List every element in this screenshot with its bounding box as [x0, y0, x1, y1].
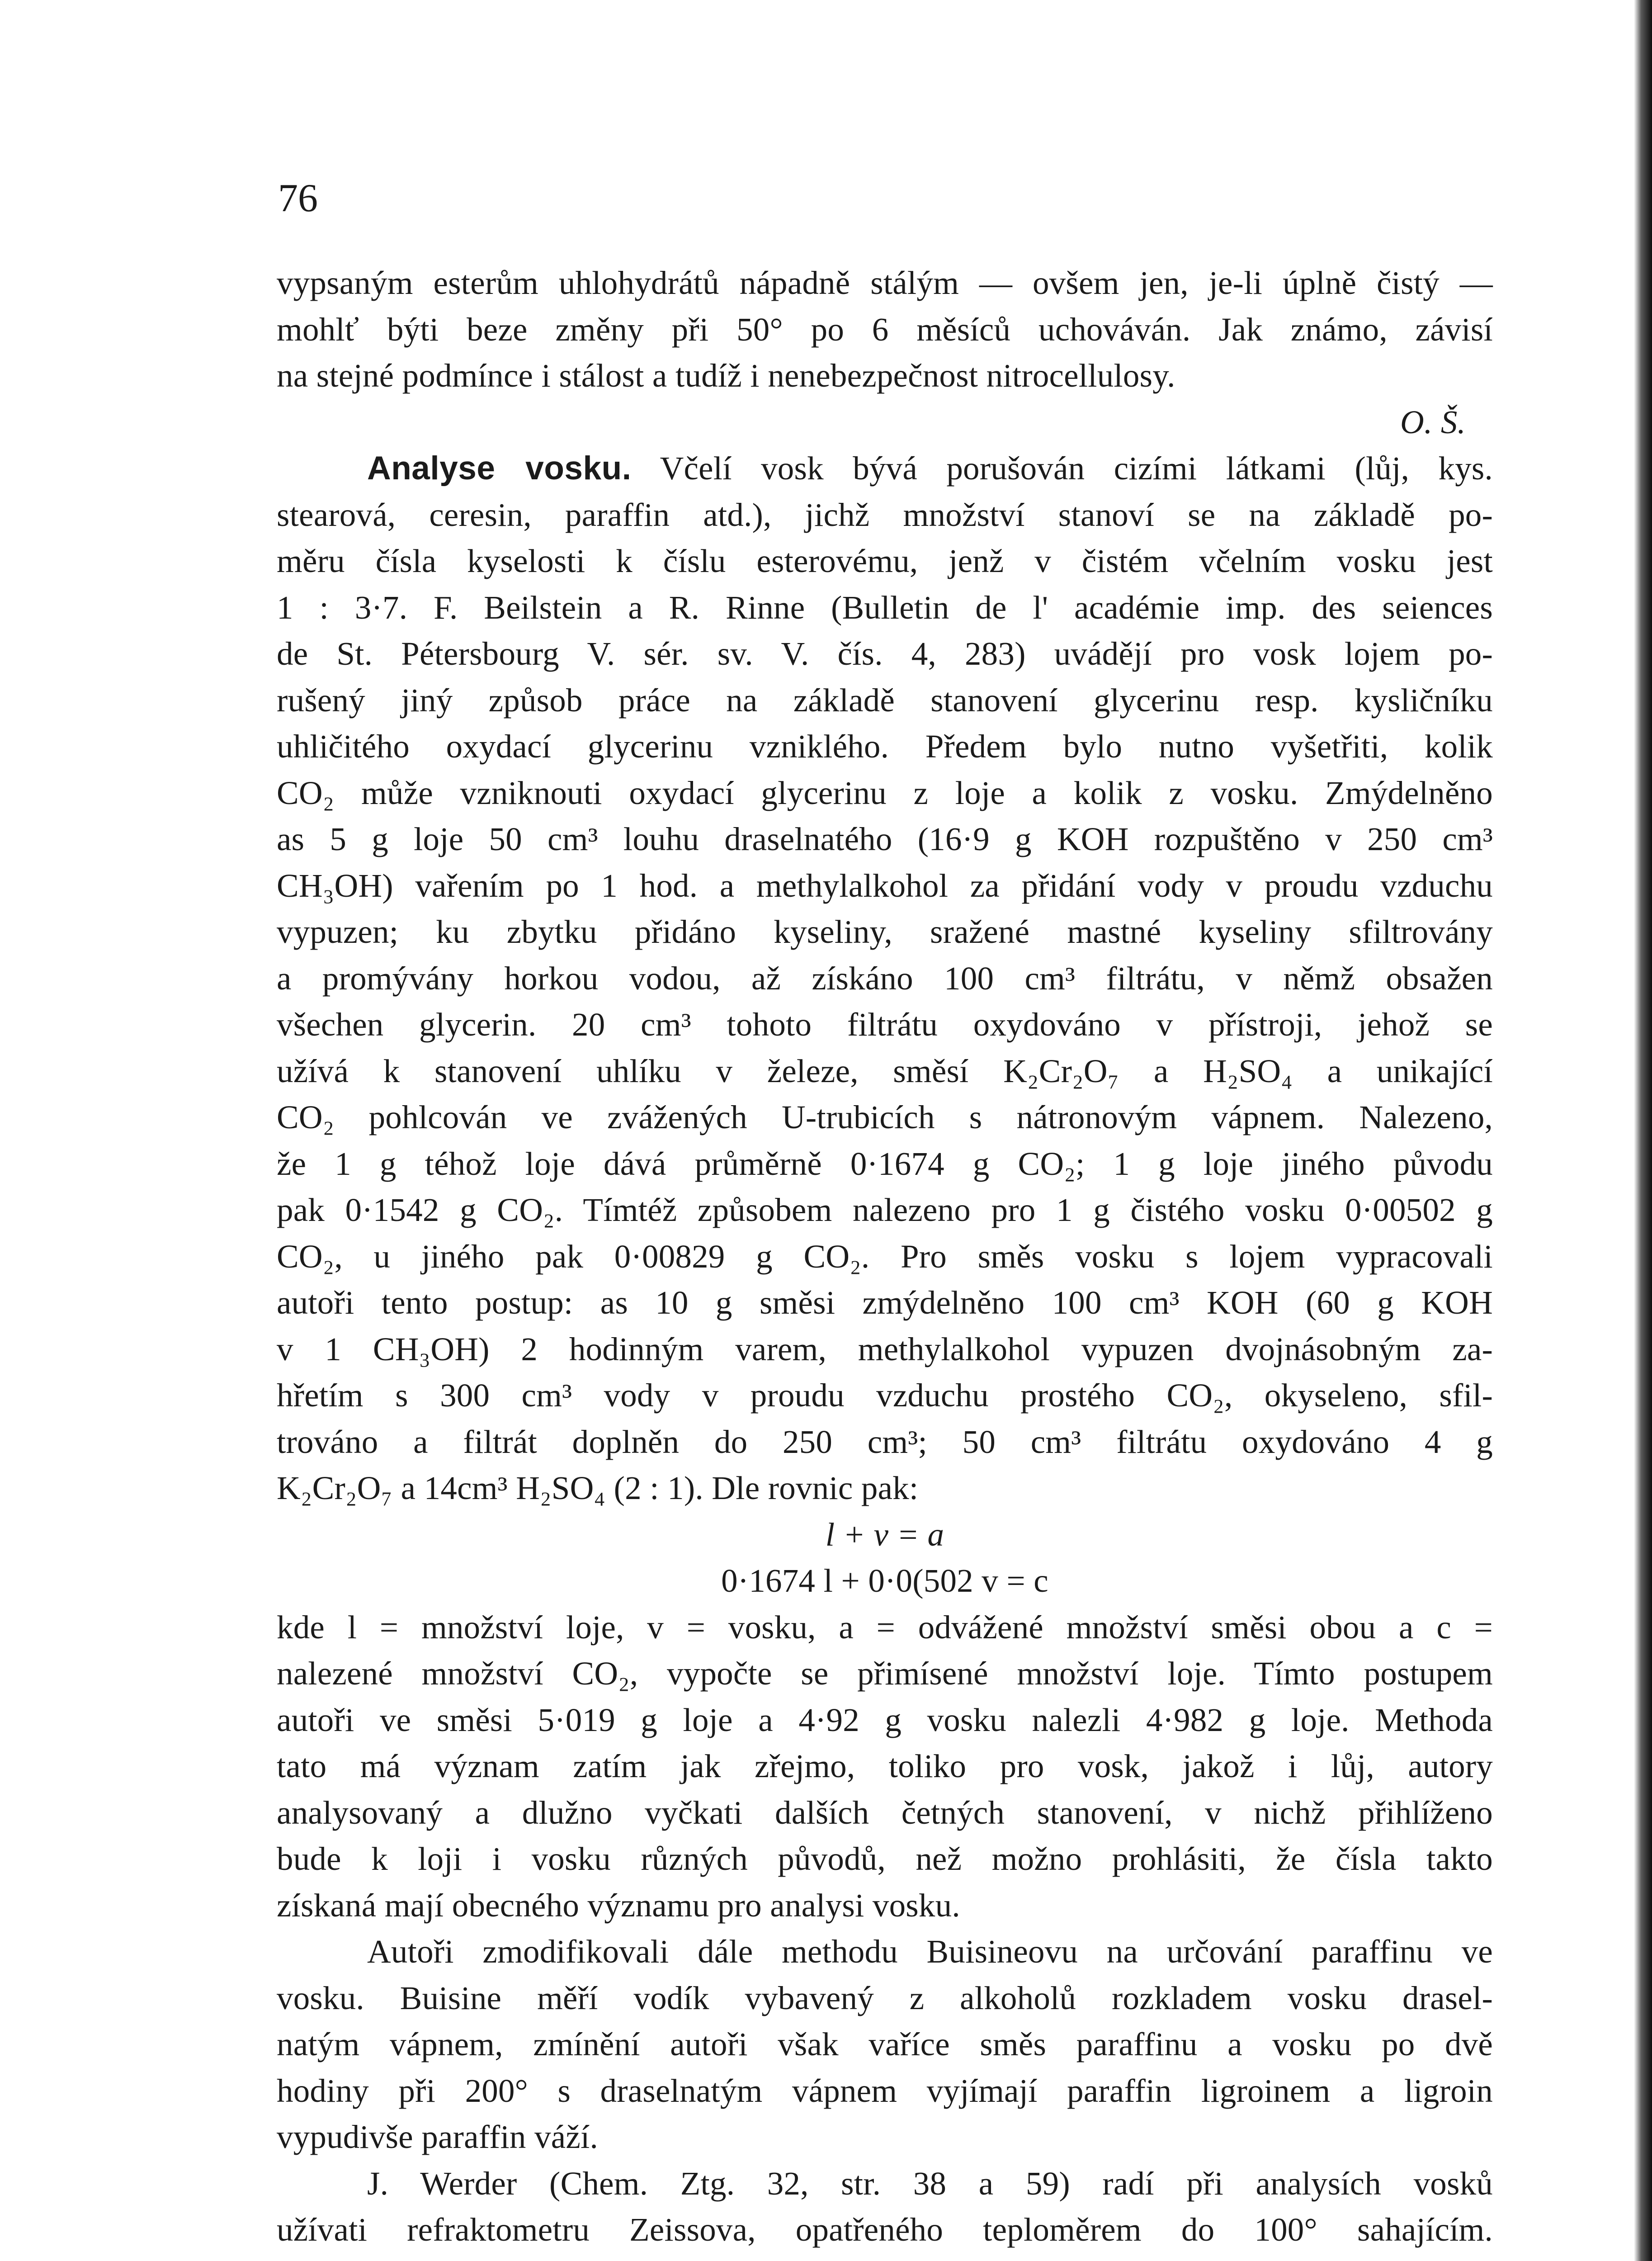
text-line: as 5 g loje 50 cm³ louhu draselnatého (16·9 g KOH rozpuštěno v 250 cm³	[277, 821, 1493, 857]
article-text	[277, 260, 1493, 2253]
text-line: vypsaným esterům uhlohydrátů nápadně stálým — ovšem jen, je-li úplně čistý —	[277, 265, 1493, 301]
text-line: Autoři zmodifikovali dále methodu Buisineovu na určování paraffinu ve	[367, 1933, 1493, 1970]
text-line: tato má význam zatím jak zřejmo, toliko pro vosk, jakož i lůj, autory	[277, 1748, 1493, 1784]
text-line: analysovaný a dlužno vyčkati dalších četných stanovení, v nichž přihlíženo	[277, 1794, 1493, 1831]
text-line: de St. Pétersbourg V. sér. sv. V. čís. 4, 283) uvádějí pro vosk lojem po-	[277, 635, 1493, 672]
text-line: 1 : 3·7. F. Beilstein a R. Rinne (Bulletin de l' académie imp. des seiences	[277, 589, 1493, 626]
text-line: CO₂, u jiného pak 0·00829 g CO₂. Pro směs vosku s lojem vypracovali	[277, 1238, 1493, 1275]
text-line: natým vápnem, zmínění autoři však vaříce směs paraffinu a vosku po dvě	[277, 2026, 1493, 2062]
text-line: mohlť býti beze změny při 50° po 6 měsíců uchováván. Jak známo, závisí	[277, 311, 1493, 348]
equation: 0·1674 l + 0·0(502 v = c	[721, 1562, 1048, 1599]
scan-edge	[1634, 0, 1652, 2261]
text-line: na stejné podmínce i stálost a tudíž i nenebezpečnost nitrocellulosy.	[277, 357, 1175, 394]
text-line: bude k loji i vosku různých původů, než možno prohlásiti, že čísla takto	[277, 1840, 1493, 1877]
text-line: stearová, ceresin, paraffin atd.), jichž množství stanoví se na základě po-	[277, 496, 1493, 533]
text-line: rušený jiný způsob práce na základě stanovení glycerinu resp. kysličníku	[277, 681, 1493, 719]
text-line	[277, 445, 1493, 492]
text-line: vypuzen; ku zbytku přidáno kyseliny, sražené mastné kyseliny sfiltrovány	[277, 913, 1493, 950]
text-line: pak 0·1542 g CO₂. Tímtéž způsobem nalezeno pro 1 g čistého vosku 0·00502 g	[277, 1192, 1493, 1228]
text-line: autoři ve směsi 5·019 g loje a 4·92 g vosku nalezli 4·982 g loje. Methoda	[277, 1701, 1493, 1738]
text-line: v 1 CH₃OH) 2 hodinným varem, methylalkohol vypuzen dvojnásobným za-	[277, 1330, 1493, 1367]
text-line: hřetím s 300 cm³ vody v proudu vzduchu prostého CO₂, okyseleno, sfil-	[277, 1377, 1493, 1414]
text-line: a promývány horkou vodou, až získáno 100 cm³ filtrátu, v němž obsažen	[277, 960, 1493, 997]
text-line: CH₃OH) vařením po 1 hod. a methylalkohol za přidání vody v proudu vzduchu	[277, 867, 1493, 904]
text-line: autoři tento postup: as 10 g směsi zmýdelněno 100 cm³ KOH (60 g KOH	[277, 1284, 1493, 1321]
text-line: užívati refraktometru Zeissova, opatřeného teploměrem do 100° sahajícím.	[277, 2211, 1493, 2248]
text-line: měru čísla kyselosti k číslu esterovému, jenž v čistém včelním vosku jest	[277, 543, 1493, 579]
text-line: uhličitého oxydací glycerinu vzniklého. Předem bylo nutno vyšetřiti, kolik	[277, 728, 1493, 765]
text-line: kde l = množství loje, v = vosku, a = odvážené množství směsi obou a c =	[277, 1608, 1493, 1646]
text-line: získaná mají obecného významu pro analysi vosku.	[277, 1887, 960, 1924]
text-line: CO₂ pohlcován ve zvážených U-trubicích s nátronovým vápnem. Nalezeno,	[277, 1099, 1493, 1135]
text-line-content: Včelí vosk bývá porušován cizími látkami (lůj, kys.	[660, 450, 1493, 487]
text-line: K₂Cr₂O₇ a 14cm³ H₂SO₄ (2 : 1). Dle rovnic pak:	[277, 1470, 919, 1506]
text-line: J. Werder (Chem. Ztg. 32, str. 38 a 59) radí při analysích vosků	[367, 2165, 1493, 2202]
author-signature: O. Š.	[1400, 403, 1466, 440]
text-line: užívá k stanovení uhlíku v železe, směsí K₂Cr₂O₇ a H₂SO₄ a unikající	[277, 1052, 1493, 1089]
page-number: 76	[278, 176, 318, 220]
text-line: trováno a filtrát doplněn do 250 cm³; 50 cm³ filtrátu oxydováno 4 g	[277, 1423, 1493, 1460]
equation: l + v = a	[825, 1516, 944, 1553]
text-line: vosku. Buisine měří vodík vybavený z alkoholů rozkladem vosku drasel-	[277, 1979, 1493, 2016]
text-line: hodiny při 200° s draselnatým vápnem vyjímají paraffin ligroinem a ligroin	[277, 2072, 1493, 2109]
text-line: všechen glycerin. 20 cm³ tohoto filtrátu oxydováno v přístroji, jehož se	[277, 1006, 1493, 1043]
text-line: CO₂ může vzniknouti oxydací glycerinu z loje a kolik z vosku. Zmýdelněno	[277, 774, 1493, 811]
section-heading: Analyse vosku.	[367, 450, 632, 487]
text-line: že 1 g téhož loje dává průměrně 0·1674 g CO₂; 1 g loje jiného původu	[277, 1145, 1493, 1182]
text-line: nalezené množství CO₂, vypočte se přimísené množství loje. Tímto postupem	[277, 1655, 1493, 1692]
text-line: vypudivše paraffin váží.	[277, 2119, 598, 2155]
